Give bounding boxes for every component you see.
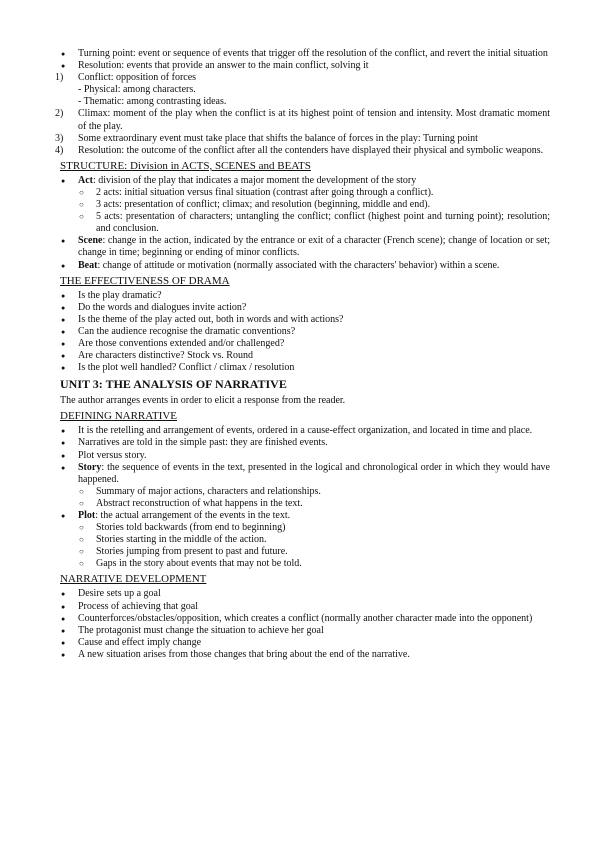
list-item: ● A new situation arises from those changes that bring about the end of the narrative. — [60, 649, 550, 661]
list-item: ● Scene: change in the action, indicated by the entrance or exit of a character (French scene); change of location or set; change in time; beginning or ending of minor conflicts. — [60, 235, 550, 259]
list-item: ● Can the audience recognise the dramatic conventions? — [60, 326, 550, 338]
list-item: ● Beat: change of attitude or motivation (normally associated with the characters' behavior) within a scene. — [60, 260, 550, 272]
list-item: ● Counterforces/obstacles/opposition, which creates a conflict (normally another character made into the opponent) — [60, 613, 550, 625]
sub-list-item: ○ 5 acts: presentation of characters; untangling the conflict; conflict (highest point and turning point); resolution; and conclusion. — [60, 211, 550, 235]
sub-list-item: ○ Abstract reconstruction of what happens in the text. — [60, 498, 550, 510]
list-item: ● Narratives are told in the simple past: they are finished events. — [60, 437, 550, 449]
numbered-item: 3) Some extraordinary event must take place that shifts the balance of forces in the play: Turning point — [55, 132, 478, 144]
list-item: ● Is the theme of the play acted out, both in words and with actions? — [60, 314, 550, 326]
sub-list-item: ○ Stories starting in the middle of the action. — [60, 534, 550, 546]
sub-list-item: ○ Stories told backwards (from end to beginning) — [60, 522, 550, 534]
list-item: ● It is the retelling and arrangement of events, ordered in a cause-effect organization, and located in time and place. — [60, 425, 550, 437]
section-heading-effectiveness: THE EFFECTIVENESS OF DRAMA — [60, 274, 230, 287]
document-page — [55, 48, 550, 661]
list-item: ● Are characters distinctive? Stock vs. Round — [60, 350, 550, 362]
list-item: ● Desire sets up a goal — [60, 588, 550, 600]
unit-title: UNIT 3: THE ANALYSIS OF NARRATIVE — [60, 377, 287, 392]
sub-list-item: ○ 3 acts: presentation of conflict; climax; and resolution (beginning, middle and end). — [60, 199, 550, 211]
sub-item: - Thematic: among contrasting ideas. — [78, 96, 227, 108]
list-item: ● Is the play dramatic? — [60, 290, 550, 302]
list-item: ● Story: the sequence of events in the text, presented in the logical and chronological order in which they would have happened. — [60, 462, 550, 486]
section-heading-defining-narrative: DEFINING NARRATIVE — [60, 410, 178, 423]
numbered-item: 4) Resolution: the outcome of the conflict after all the contenders have displayed their physical and symbolic weapons. — [55, 144, 544, 156]
list-item: ● Is the plot well handled? Conflict / climax / resolution — [60, 362, 550, 374]
numbered-item: 2) Climax: moment of the play when the conflict is at its highest point of tension and intensity. Most dramatic moment of the play. — [55, 108, 550, 132]
sub-list-item: ○ Stories jumping from present to past and future. — [60, 546, 550, 558]
sub-list-item: ○ Summary of major actions, characters and relationships. — [60, 486, 550, 498]
list-item: ● The protagonist must change the situation to achieve her goal — [60, 625, 550, 637]
numbered-item: 1) Conflict: opposition of forces — [55, 72, 197, 84]
list-item: ● Process of achieving that goal — [60, 601, 550, 613]
list-item: ● Plot versus story. — [60, 450, 550, 462]
list-item: ● Cause and effect imply change — [60, 637, 550, 649]
list-item: ● Turning point: event or sequence of events that trigger off the resolution of the conflict, and revert the initial situation — [60, 48, 550, 60]
sub-item: - Physical: among characters. — [78, 84, 196, 96]
list-item: ● Plot: the actual arrangement of the events in the text. — [60, 510, 550, 522]
sub-list-item: ○ 2 acts: initial situation versus final situation (contrast after going through a conflict). — [60, 187, 550, 199]
section-heading-structure: STRUCTURE: Division in ACTS, SCENES and BEATS — [60, 159, 311, 172]
list-item: ● Do the words and dialogues invite action? — [60, 302, 550, 314]
section-heading-narrative-development: NARRATIVE DEVELOPMENT — [60, 573, 207, 586]
unit-intro: The author arranges events in order to elicit a response from the reader. — [60, 395, 346, 407]
list-item: ● Are those conventions extended and/or challenged? — [60, 338, 550, 350]
list-item: ● Act: division of the play that indicates a major moment the development of the story — [60, 175, 550, 187]
list-item: ● Resolution: events that provide an answer to the main conflict, solving it — [60, 60, 550, 72]
sub-list-item: ○ Gaps in the story about events that may not be told. — [60, 558, 550, 570]
